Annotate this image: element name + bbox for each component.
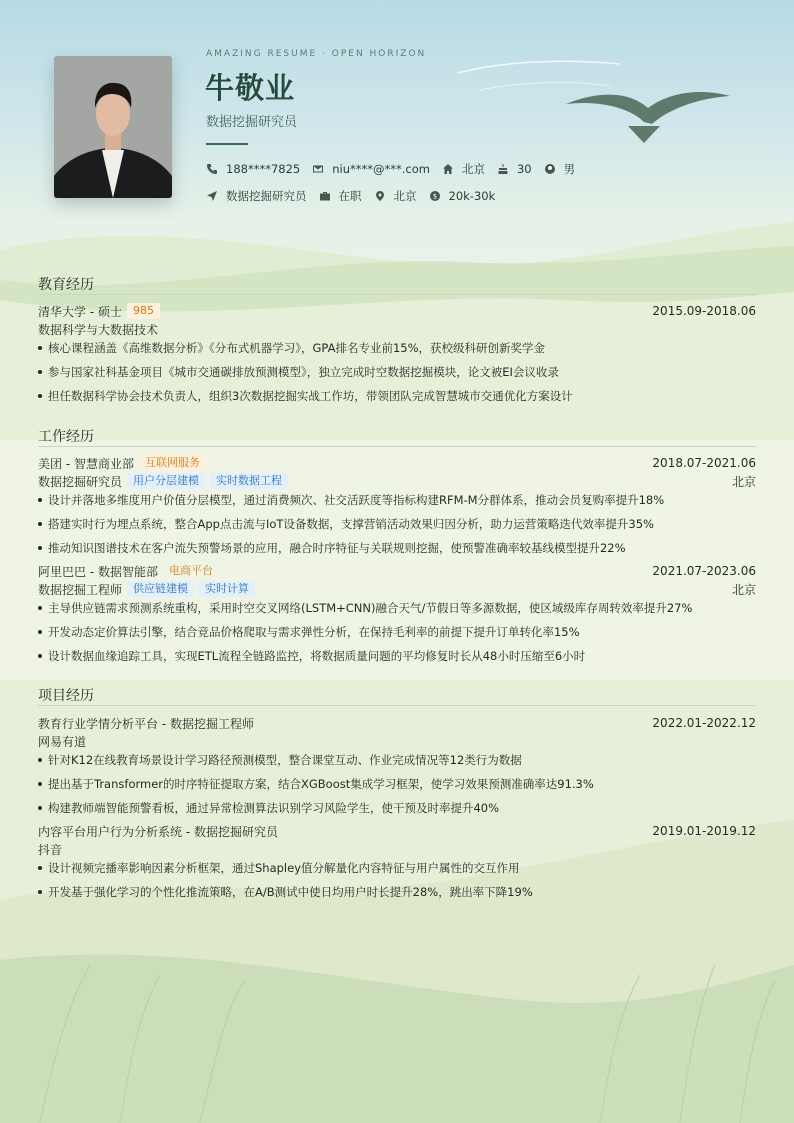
project-name: 教育行业学情分析平台 - 数据挖掘工程师 <box>38 716 254 731</box>
target-role: 数据挖掘研究员 <box>206 115 298 130</box>
work-position-row <box>38 472 756 490</box>
city-item <box>442 161 485 177</box>
work-entry-header <box>38 562 756 580</box>
work-bullet: 主导供应链需求预测系统重构，采用时空交叉网络(LSTM+CNN)融合天气/节假日等多源数据，使区域级库存周转效率提升27% <box>38 600 756 616</box>
project-dates: 2019.01-2019.12 <box>652 824 756 838</box>
school-tag: 985 <box>127 303 160 319</box>
industry-tag: 互联网服务 <box>139 455 206 471</box>
intent-role-item <box>206 188 307 204</box>
company-name: 阿里巴巴 - 数据智能部 <box>38 564 158 579</box>
work-bullet: 开发动态定价算法引擎，结合竞品价格爬取与需求弹性分析，在保持毛利率的前提下提升订单转化率15% <box>38 624 756 640</box>
project-bullet: 设计视频完播率影响因素分析框架，通过Shapley值分解量化内容特征与用户属性的交互作用 <box>38 860 756 876</box>
work-bullet: 推动知识图谱技术在客户流失预警场景的应用，融合时序特征与关联规则挖掘，使预警准确率较基线模型提升22% <box>38 540 756 556</box>
project-entry-header <box>38 714 756 732</box>
work-bullet: 搭建实时行为埋点系统，整合App点击流与IoT设备数据，支撑营销活动效果归因分析，助力运营策略迭代效率提升35% <box>38 516 756 532</box>
skill-tag: 实时计算 <box>199 581 255 597</box>
gender-icon <box>544 163 556 175</box>
salary-text: 20k-30k <box>448 189 496 203</box>
work-entry-header <box>38 454 756 472</box>
email-item <box>312 162 430 176</box>
projects-divider <box>38 705 756 706</box>
project-bullet: 提出基于Transformer的时序特征提取方案，结合XGBoost集成学习框架，使学习效果预测准确率达91.3% <box>38 776 756 792</box>
intent-role-text: 数据挖掘研究员 <box>226 189 307 203</box>
phone-text: 188****7825 <box>226 162 301 176</box>
school-name: 清华大学 - 硕士 <box>38 304 122 319</box>
phone-item <box>206 162 300 176</box>
contact-row <box>206 161 587 177</box>
candidate-name: 牛敬业 <box>205 71 296 105</box>
industry-tag: 电商平台 <box>168 564 213 577</box>
status-item <box>319 188 362 204</box>
project-org: 抖音 <box>38 843 63 857</box>
education-dates: 2015.09-2018.06 <box>652 304 756 318</box>
home-icon <box>442 163 454 175</box>
email-text: niu****@***.com <box>332 162 430 176</box>
skill-tag: 实时数据工程 <box>210 473 288 489</box>
education-bullet: 核心课程涵盖《高维数据分析》《分布式机器学习》，GPA排名专业前15%，获校级科研创新奖学金 <box>38 340 756 356</box>
project-name: 内容平台用户行为分析系统 - 数据挖掘研究员 <box>38 824 278 839</box>
skill-tag: 供应链建模 <box>127 581 194 597</box>
status-text: 在职 <box>338 189 362 203</box>
location-pin-icon <box>374 190 386 202</box>
work-position-row <box>38 580 756 598</box>
education-entry-header <box>38 302 756 320</box>
education-divider <box>38 294 756 295</box>
send-icon <box>206 190 218 202</box>
age-item <box>497 162 532 176</box>
major: 数据科学与大数据技术 <box>38 323 159 337</box>
company-name: 美团 - 智慧商业部 <box>38 456 134 471</box>
position-title: 数据挖掘研究员 <box>38 474 123 489</box>
project-bullet: 构建教师端智能预警看板，通过异常检测算法识别学习风险学生，使干预及时率提升40% <box>38 800 756 816</box>
money-icon <box>429 190 441 202</box>
salary-item <box>429 189 496 203</box>
education-bullet: 担任数据科学协会技术负责人，组织3次数据挖掘实战工作坊，带领团队完成智慧城市交通优化方案设计 <box>38 388 756 404</box>
work-dates: 2021.07-2023.06 <box>652 564 756 578</box>
work-divider <box>38 446 756 447</box>
mail-icon <box>312 163 324 175</box>
projects-title: 项目经历 <box>38 688 94 704</box>
project-bullet: 开发基于强化学习的个性化推流策略，在A/B测试中使日均用户时长提升28%，跳出率下降19% <box>38 884 756 900</box>
gender-text: 男 <box>563 162 576 176</box>
city-text: 北京 <box>461 162 485 176</box>
profile-photo <box>54 56 172 198</box>
skill-tag: 用户分层建模 <box>127 473 205 489</box>
cake-icon <box>497 163 509 175</box>
phone-icon <box>206 163 218 175</box>
header-divider <box>206 143 248 145</box>
education-bullet: 参与国家社科基金项目《城市交通碳排放预测模型》，独立完成时空数据挖掘模块，论文被EI会议收录 <box>38 364 756 380</box>
project-dates: 2022.01-2022.12 <box>652 716 756 730</box>
briefcase-icon <box>319 190 331 202</box>
project-org: 网易有道 <box>38 735 87 749</box>
svg-text:$: $ <box>432 192 437 201</box>
tagline: AMAZING RESUME · OPEN HORIZON <box>206 49 427 59</box>
work-bullet: 设计数据血缘追踪工具，实现ETL流程全链路监控，将数据质量问题的平均修复时长从48小时压缩至6小时 <box>38 648 756 664</box>
education-title: 教育经历 <box>38 277 94 293</box>
intent-city-item <box>374 188 417 204</box>
work-dates: 2018.07-2021.06 <box>652 456 756 470</box>
work-title: 工作经历 <box>38 429 94 445</box>
age-text: 30 <box>516 162 532 176</box>
intent-city-text: 北京 <box>393 189 417 203</box>
work-location: 北京 <box>731 582 756 597</box>
job-intent-row <box>206 188 507 204</box>
project-entry-header <box>38 822 756 840</box>
position-title: 数据挖掘工程师 <box>38 582 123 597</box>
work-location: 北京 <box>731 474 756 489</box>
project-bullet: 针对K12在线教育场景设计学习路径预测模型，整合课堂互动、作业完成情况等12类行为数据 <box>38 752 756 768</box>
work-bullet: 设计并落地多维度用户价值分层模型，通过消费频次、社交活跃度等指标构建RFM-M分群体系，推动会员复购率提升18% <box>38 492 756 508</box>
gender-item <box>544 161 576 177</box>
